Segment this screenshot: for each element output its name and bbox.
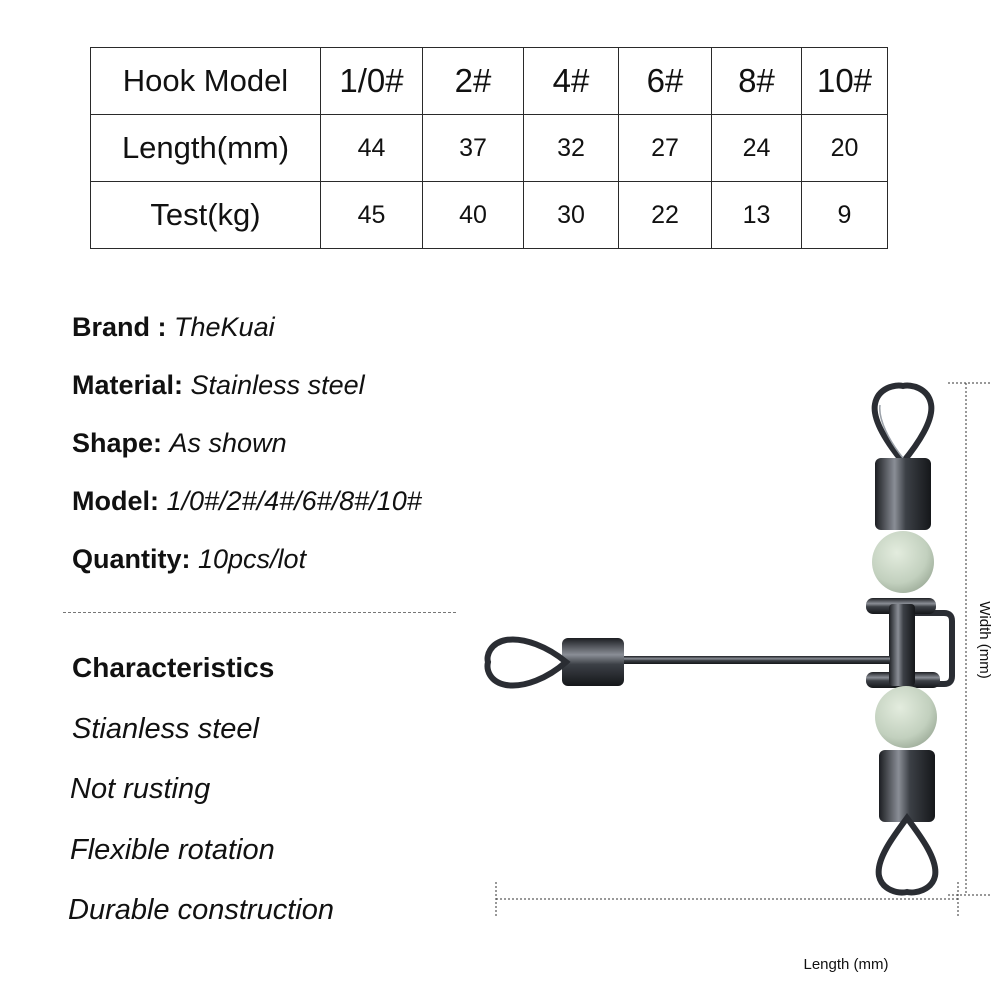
table-cell: 9 — [802, 182, 888, 249]
characteristic-item: Durable construction — [68, 894, 334, 926]
spec-key: Quantity: — [72, 544, 198, 574]
characteristic-item: Not rusting — [70, 773, 211, 805]
spec-key: Material: — [72, 370, 191, 400]
table-row-label: Test(kg) — [91, 182, 321, 249]
characteristic-item: Stianless steel — [72, 713, 259, 745]
characteristic-item: Flexible rotation — [70, 834, 275, 866]
table-model-cell: 6# — [619, 48, 712, 115]
table-cell: 30 — [524, 182, 619, 249]
spec-value: As shown — [169, 428, 287, 458]
spec-value: 10pcs/lot — [198, 544, 307, 574]
table-cell: 44 — [321, 115, 423, 182]
table-model-cell: 10# — [802, 48, 888, 115]
table-header-label: Hook Model — [91, 48, 321, 115]
top-barrel — [875, 458, 931, 530]
table-cell: 45 — [321, 182, 423, 249]
table-cell: 32 — [524, 115, 619, 182]
length-label: Length (mm) — [803, 956, 889, 973]
table-cell: 40 — [423, 182, 524, 249]
width-label: Width (mm) — [976, 601, 993, 679]
spec-value: Stainless steel — [190, 370, 365, 400]
spec-key: Shape: — [72, 428, 170, 458]
table-model-cell: 8# — [712, 48, 802, 115]
bottom-barrel — [879, 750, 935, 822]
bottom-bead — [875, 686, 937, 748]
table-cell: 37 — [423, 115, 524, 182]
spec-value: 1/0#/2#/4#/6#/8#/10# — [166, 486, 422, 516]
bottom-eye-loop — [879, 818, 936, 892]
table-row-label: Length(mm) — [91, 115, 321, 182]
left-barrel — [562, 638, 624, 686]
table-cell: 27 — [619, 115, 712, 182]
side-wire — [620, 656, 890, 664]
top-bead — [872, 531, 934, 593]
left-eye-loop — [488, 639, 566, 685]
top-eye-loop — [875, 386, 932, 462]
spec-value: TheKuai — [174, 312, 275, 342]
table-cell: 13 — [712, 182, 802, 249]
table-cell: 22 — [619, 182, 712, 249]
center-clip — [866, 598, 952, 688]
spec-key: Model: — [72, 486, 167, 516]
table-model-cell: 4# — [524, 48, 619, 115]
table-model-cell: 1/0# — [321, 48, 423, 115]
table-model-cell: 2# — [423, 48, 524, 115]
table-cell: 20 — [802, 115, 888, 182]
table-cell: 24 — [712, 115, 802, 182]
spec-key: Brand : — [72, 312, 175, 342]
characteristics-title: Characteristics — [72, 652, 275, 683]
